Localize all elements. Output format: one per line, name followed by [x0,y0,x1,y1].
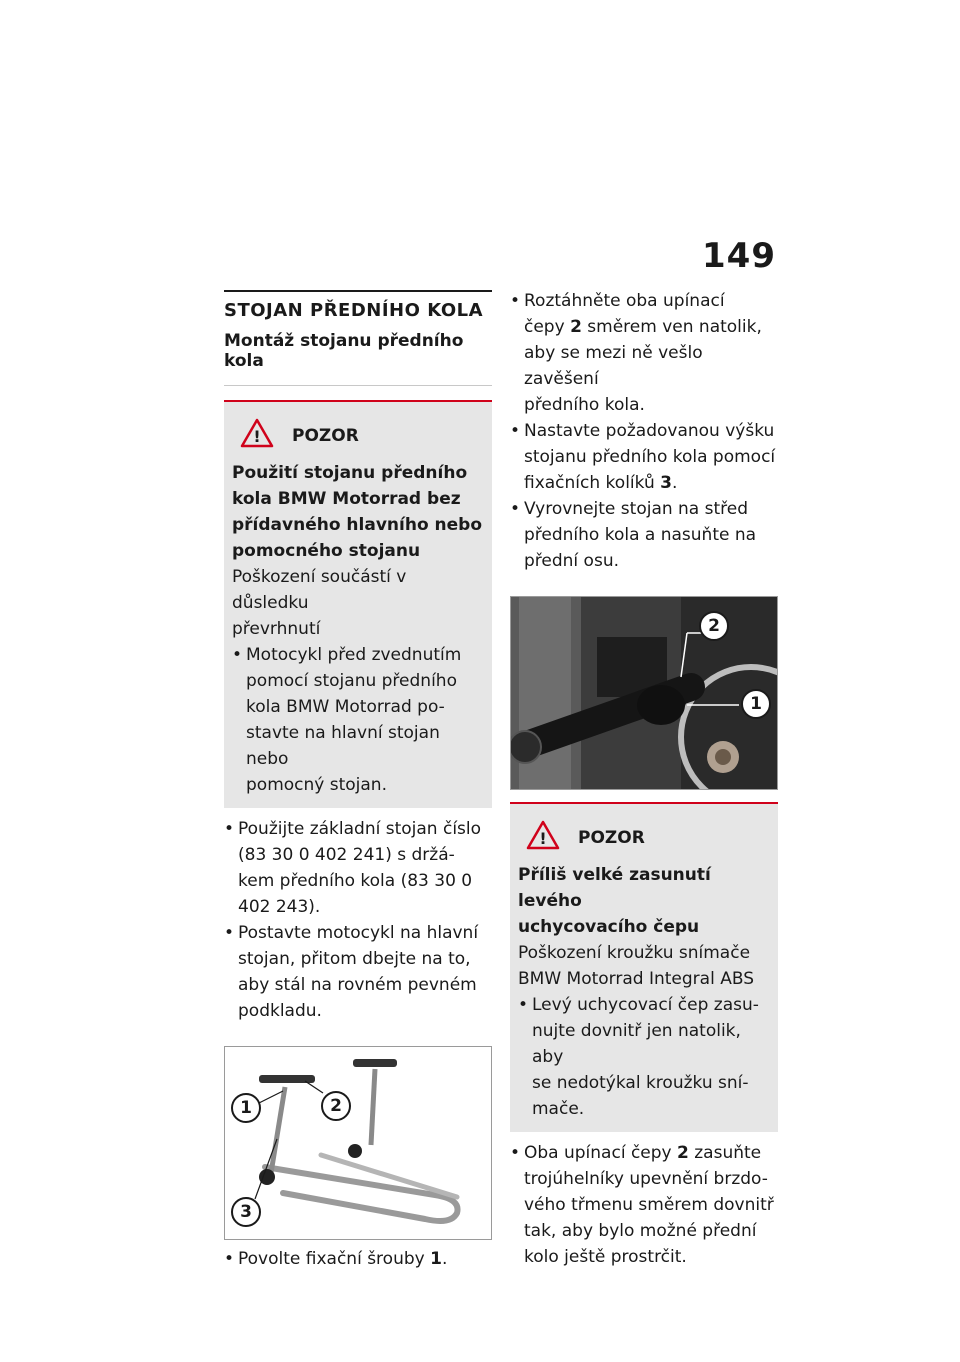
instruction-item [510,496,778,574]
warning-box-2 [510,802,778,1132]
warning-heading-line: kola BMW Motorrad bez [232,489,461,509]
warning-consequence [232,564,484,642]
warning-consequence-line: Poškození kroužku snímače [518,943,751,963]
instruction-line: tak, aby bylo možné přední [524,1221,757,1241]
warning-consequence-line: převrhnutí [232,619,321,639]
instruction-line: • Postavte motocykl na hlavní [238,923,479,943]
warning-action-line: se nedotýkal kroužku sní- [532,1073,749,1093]
front-stand-figure [224,1046,492,1240]
instruction-line [524,470,778,496]
warning-action-line: pomocný stojan. [246,775,387,795]
instruction-text: zasuňte [688,1143,762,1163]
instruction-line: trojúhelníky upevnění brzdo- [524,1169,768,1189]
instruction-text: fixačních kolíků [524,473,661,493]
mounting-photo-illustration [511,597,777,789]
instruction-line: vého třmenu směrem dovnitř [524,1195,774,1215]
section-title: STOJAN PŘEDNÍHO KOLA [224,290,492,321]
callout-2: 2 [321,1091,351,1121]
warning-heading-line: pomocného stojanu [232,541,421,561]
warning-consequence [518,940,770,992]
instruction-text: . [672,473,678,493]
subsection-title: Montáž stojanu předního kola [224,331,492,386]
callout-1: 1 [231,1093,261,1123]
warning-heading-line: uchycovacího čepu [518,917,700,937]
mounting-photo [510,596,778,790]
reference-number: 3 [660,473,672,493]
instruction-list-4 [510,1140,778,1270]
instruction-text: . [441,1249,448,1269]
instruction-item [510,418,778,496]
warning-consequence-line: BMW Motorrad Integral ABS [518,969,754,989]
warning-action-line: stavte na hlavní stojan nebo [246,723,440,769]
reference-number: 2 [677,1143,689,1163]
warning-action-list [518,992,770,1122]
instruction-line: předního kola a nasuňte na [524,525,757,545]
warning-heading-line: Použití stojanu předního [232,463,468,483]
warning-action-line: pomocí stojanu předního [246,671,457,691]
warning-header [518,814,770,862]
callout-1: 1 [741,689,771,719]
reference-number: 2 [570,317,582,337]
front-stand-illustration [225,1047,491,1239]
warning-action-line: • Levý uchycovací čep zasu- [532,995,759,1015]
instruction-line: podkladu. [238,1001,322,1021]
left-column [224,290,492,1272]
callout-3: 3 [231,1197,261,1227]
svg-text:!: ! [253,427,261,446]
instruction-item [224,816,492,920]
instruction-item [224,1246,492,1272]
callout-2: 2 [699,611,729,641]
instruction-item [224,920,492,1024]
right-column [510,288,778,1270]
instruction-list [224,816,492,1024]
instruction-line: • Roztáhněte oba upínací [524,291,725,311]
warning-consequence-line: Poškození součástí v důsledku [232,567,407,613]
instruction-line [524,314,778,340]
instruction-line: stojan, přitom dbejte na to, [238,949,471,969]
instruction-list-3 [510,288,778,574]
instruction-line: • Nastavte požadovanou výšku [524,421,775,441]
warning-heading-line: přídavného hlavního nebo [232,515,483,535]
warning-action-item [232,642,484,798]
warning-triangle-icon [518,814,574,862]
instruction-item [510,288,778,418]
warning-triangle-icon [232,412,288,460]
pin-right [353,1059,397,1067]
warning-heading [518,862,770,940]
warning-heading-line: Příliš velké zasunutí levého [518,865,711,911]
warning-action-line: kola BMW Motorrad po- [246,697,445,717]
warning-action-item [518,992,770,1122]
reference-number: 1 [430,1249,442,1269]
instruction-text: Povolte fixační šrouby [238,1249,431,1269]
instruction-text: Oba upínací čepy [524,1143,678,1163]
instruction-line: aby stál na rovném pevném [238,975,477,995]
warning-label: POZOR [578,828,645,848]
warning-box [224,400,492,808]
instruction-text: směrem ven natolik, [581,317,762,337]
instruction-line [524,1140,778,1166]
instruction-line: kolo ještě prostrčit. [524,1247,687,1267]
warning-action-line: • Motocykl před zvednutím [246,645,462,665]
instruction-line: (83 30 0 402 241) s držá- [238,845,455,865]
instruction-line: • Vyrovnejte stojan na střed [524,499,749,519]
instruction-line: 402 243). [238,897,321,917]
instruction-line: • Použijte základní stojan číslo [238,819,482,839]
instruction-line: aby se mezi ně vešlo zavěšení [524,343,703,389]
warning-header [232,412,484,460]
warning-label: POZOR [292,426,359,446]
warning-action-line: nujte dovnitř jen natolik, aby [532,1021,741,1067]
instruction-item [510,1140,778,1270]
instruction-line: předního kola. [524,395,645,415]
instruction-line: kem předního kola (83 30 0 [238,871,473,891]
warning-action-line: mače. [532,1099,585,1119]
warning-action-list [232,642,484,798]
svg-text:!: ! [539,829,547,848]
instruction-line: stojanu předního kola pomocí [524,447,776,467]
instruction-text: čepy [524,317,571,337]
page-number: 149 [702,236,776,276]
instruction-line: přední osu. [524,551,619,571]
instruction-list-2 [224,1246,492,1272]
warning-heading [232,460,484,564]
